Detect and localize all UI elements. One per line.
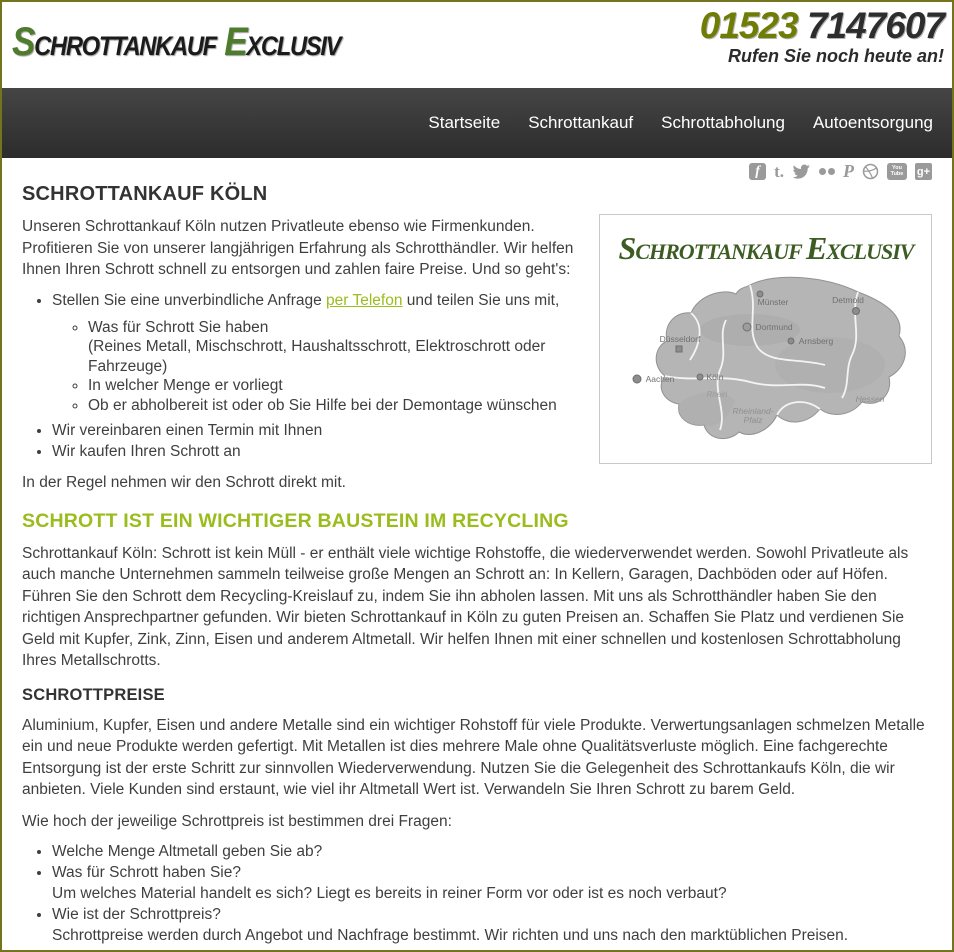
- googleplus-glyph: g+: [915, 163, 932, 180]
- googleplus-icon[interactable]: [915, 163, 932, 180]
- page-title: SCHROTTANKAUF KÖLN: [22, 183, 268, 205]
- process-item1-text-after: und teilen Sie uns mit,: [406, 291, 560, 309]
- process-item-termin: • Wir vereinbaren einen Termin mit Ihnen: [52, 420, 932, 441]
- flickr-icon[interactable]: [819, 163, 835, 180]
- process-item1-text-before: Stellen Sie eine unverbindliche Anfrage: [52, 291, 322, 309]
- tumblr-icon[interactable]: [774, 163, 784, 180]
- sublist-item1-line1: Was für Schrott Sie haben: [88, 318, 269, 336]
- questions-intro-paragraph: Wie hoch der jeweilige Schrottpreis ist bestimmen drei Fragen:: [22, 812, 452, 830]
- sublist-item-abholbereit: ◦ Ob er abholbereit ist oder ob Sie Hilfe bei der Demontage wünschen: [88, 396, 932, 416]
- map-label-muenster: Münster: [757, 297, 789, 307]
- map-shape-group: [633, 277, 905, 438]
- per-telefon-link[interactable]: per Telefon: [326, 291, 403, 309]
- nrw-map-svg: [600, 215, 933, 465]
- pinterest-icon[interactable]: [843, 163, 854, 180]
- youtube-icon[interactable]: [887, 163, 907, 180]
- sublist-item1-line2: (Reines Metall, Mischschrott, Haushaltsschrott, Elektroschrott oder Fahrzeuge): [88, 338, 546, 375]
- nav-item-schrottabholung[interactable]: Schrottabholung: [661, 113, 785, 132]
- facebook-glyph: f: [749, 163, 766, 180]
- schrottpreise-paragraph: Aluminium, Kupfer, Eisen und andere Metalle sind ein wichtiger Rohstoff für viele Produkte. Verwertungsanlagen schmelzen Metalle ein und neue Produkte werden gefertigt. Mit Metallen ist dies mehrere Male ohne Qualitätsverluste möglich. Eine fachgerechte Entsorgung ist der erste Schritt zur sinnvollen Wiederverwendung. Nutzen Sie die Gelegenheit des Schrottankaufs Köln, die wir anbieten. Viele Kunden sind erstaunt, wie viel ihr Altmetall Wert ist. Verwandeln Sie Ihren Schrott zu barem Geld.: [22, 716, 925, 798]
- twitter-bird-shape: [792, 164, 811, 180]
- phone-tagline: Rufen Sie noch heute an!: [727, 46, 944, 66]
- facebook-icon[interactable]: [749, 163, 766, 180]
- phone-number: [700, 6, 944, 46]
- logo-text-1: CHROTTANKAUF: [34, 31, 216, 61]
- question2-line2: Um welches Material handelt es sich? Liegt es bereits in reiner Form vor oder ist es noch verbaut?: [52, 885, 727, 902]
- intro-paragraph: Unseren Schrottankauf Köln nutzen Privatleute ebenso wie Firmenkunden. Profitieren Sie von unserer langjährigen Erfahrung als Schrotthändler. Wir helfen Ihnen Ihren Schrott schnell zu entsorgen und zahlen faire Preise. Und so geht's:: [22, 218, 574, 278]
- nav-item-autoentsorgung[interactable]: Autoentsorgung: [812, 113, 933, 132]
- pinterest-glyph: P: [843, 161, 854, 181]
- map-label-detmold: Detmold: [832, 295, 864, 305]
- map-logo-text: SCHROTTANKAUF EXCLUSIV: [618, 230, 914, 266]
- flickr-dot-right: [828, 168, 835, 175]
- question3-line2: Schrottpreise werden durch Angebot und Nachfrage bestimmt. Wir richten und uns nach den marktüblichen Preisen.: [52, 927, 849, 944]
- site-header: [2, 2, 952, 88]
- questions-list: [22, 841, 932, 946]
- map-label-duesseldorf: Düsseldorf: [659, 334, 701, 344]
- after-process-paragraph: In der Regel nehmen wir den Schrott direkt mit.: [22, 474, 346, 491]
- schrottpreise-heading: SCHROTTPREISE: [22, 685, 165, 704]
- question3-line1: Wie ist der Schrottpreis?: [52, 906, 221, 923]
- phone-suffix: 7147607: [806, 5, 944, 46]
- site-logo[interactable]: [12, 20, 340, 65]
- flickr-dot-left: [819, 168, 826, 175]
- map-label-dortmund: Dortmund: [755, 322, 793, 332]
- process-item-ankauf: • Wir kaufen Ihren Schrott an: [52, 441, 932, 462]
- sublist-item-menge: ◦ In welcher Menge er vorliegt: [88, 376, 932, 396]
- nav-item-schrottankauf[interactable]: Schrottankauf: [528, 113, 634, 132]
- question-item-schrottpreis: [52, 904, 932, 946]
- phone-block: [700, 6, 944, 66]
- map-label-rhein: Rhein: [706, 390, 728, 399]
- phone-prefix: 01523: [699, 5, 798, 46]
- tumblr-glyph: t.: [774, 162, 784, 181]
- map-label-koeln: Köln: [706, 372, 724, 382]
- youtube-glyph-line1: You: [892, 165, 902, 171]
- logo-initial-s: S: [12, 20, 35, 64]
- youtube-box: [887, 163, 907, 180]
- map-label-rheinland-2: Pfalz: [743, 415, 763, 425]
- map-label-rheinland-1: Rheinland-: [732, 406, 774, 416]
- page-content: [2, 163, 952, 946]
- youtube-glyph-line2: Tube: [890, 170, 904, 177]
- question2-line1: Was für Schrott haben Sie?: [52, 864, 241, 881]
- question-item-schrottart: [52, 862, 932, 904]
- map-label-arnsberg: Arnsberg: [798, 336, 834, 346]
- map-label-aachen: Aachen: [645, 374, 675, 384]
- logo-text-2: XCLUSIV: [246, 31, 341, 61]
- logo-space: [216, 31, 224, 61]
- dribbble-icon[interactable]: [862, 163, 879, 180]
- logo-initial-e: E: [224, 20, 247, 64]
- dribbble-ball-shape: [862, 163, 879, 180]
- recycling-paragraph: Schrottankauf Köln: Schrott ist kein Müll - er enthält viele wichtige Rohstoffe, die wiederverwendet werden. Sowohl Privatleute als auch manche Unternehmen sammeln teilweise große Mengen an Schrott an: In Kellern, Garagen, Dachböden oder auf Höfen. Führen Sie den Schrott dem Recycling-Kreislauf zu, indem Sie ihn abholen lassen. Mit uns als Schrotthändler haben Sie den richtigen Ansprechpartner gefunden. Wir bieten Schrottankauf in Köln zu guten Preisen an. Schaffen Sie Platz und verdienen Sie Geld mit Kupfer, Zink, Zinn, Eisen und anderem Altmetall. Wir helfen Ihnen mit einer schnellen und kostenlosen Schrottabholung Ihres Metallschrotts.: [22, 544, 909, 669]
- nav-item-startseite[interactable]: Startseite: [428, 113, 501, 132]
- map-label-hessen: Hessen: [855, 394, 885, 404]
- question-item-menge: • Welche Menge Altmetall geben Sie ab?: [52, 841, 932, 862]
- social-icons-row: [22, 163, 932, 180]
- main-nav: [2, 88, 952, 158]
- twitter-icon[interactable]: [792, 163, 811, 180]
- nrw-map-image: [599, 214, 932, 464]
- recycling-heading: SCHROTT IST EIN WICHTIGER BAUSTEIN IM RECYCLING: [22, 509, 569, 532]
